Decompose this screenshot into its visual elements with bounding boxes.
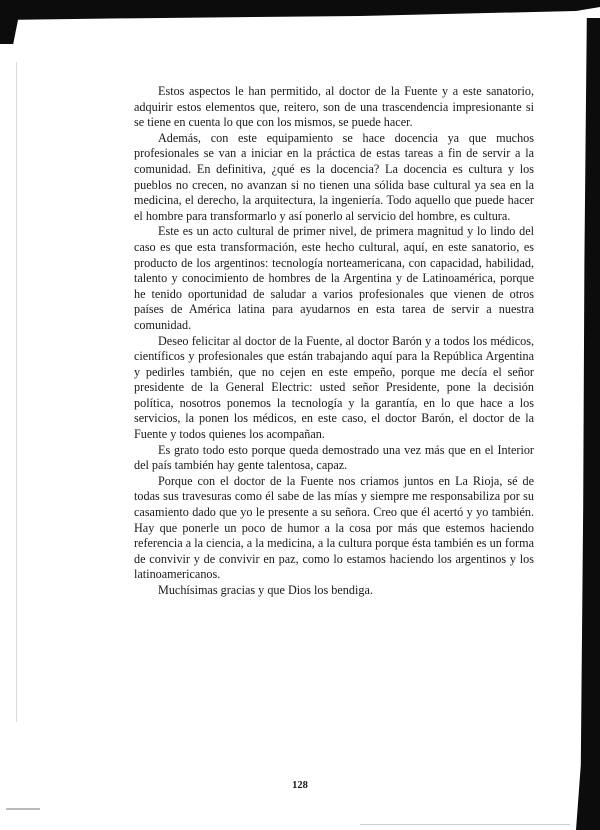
paragraph: Estos aspectos le han permitido, al doctor de la Fuente y a este sanatorio, adquirir estos elementos que, reitero, son de una trascendencia impresionante si se tiene en cuenta lo que con los mismos, se puede hacer. bbox=[134, 84, 534, 130]
scan-edge-bottom bbox=[360, 824, 570, 825]
paragraph: Porque con el doctor de la Fuente nos criamos juntos en La Rioja, sé de todas sus travesuras como él sabe de las mías y siempre me responsabiliza por su casamiento dado que yo le presente a su señora. Creo que él acertó y yo también. Hay que ponerle un poco de humor a la cosa por más que estemos haciendo referencia a la ciencia, a la medicina, a la cultura porque ésta también es un forma de convivir y de convivir en paz, como lo estamos haciendo los argentinos y los latinoamericanos. bbox=[134, 473, 534, 582]
paragraph: Muchísimas gracias y que Dios los bendiga. bbox=[158, 583, 373, 597]
scan-edge-corner bbox=[0, 0, 22, 44]
scan-smudge bbox=[6, 808, 40, 810]
paragraph: Deseo felicitar al doctor de la Fuente, al doctor Barón y a todos los médicos, científicos y profesionales que están trabajando aquí para la República Argentina y pedirles también, que no cejen en este empeño, porque me decía el señor presidente de la General Electric: usted señor Presidente, pone la decisión política, nosotros ponemos la tecnología y la garantía, en lo que hace a los servicios, la ponen los médicos, en este caso, el doctor Barón, el doctor de la Fuente y todos quienes los acompañan. bbox=[134, 333, 534, 442]
paragraph: Además, con este equipamiento se hace docencia ya que muchos profesionales se van a iniciar en la práctica de estas tareas a fin de servir a la comunidad. En definitiva, ¿qué es la docencia? La docencia es cultura y los pueblos no crecen, no avanzan si no tienen una sólida base cultural ya sea en la medicina, el derecho, la arquitectura, la ingeniería. Todo aquello que puede hacer el hombre para transformarlo y así ponerlo al servicio del hombre, es cultura. bbox=[134, 130, 534, 223]
scan-edge-left-mark bbox=[16, 62, 17, 722]
paragraph: Es grato todo esto porque queda demostrado una vez más que en el Interior del país también hay gente talentosa, capaz. bbox=[134, 442, 534, 473]
scan-edge-right bbox=[576, 18, 600, 830]
page-number: 128 bbox=[292, 780, 308, 791]
scan-edge-top bbox=[0, 0, 600, 20]
body-text bbox=[134, 84, 534, 599]
paragraph: Este es un acto cultural de primer nivel, de primera magnitud y lo lindo del caso es que esta transformación, este hecho cultural, aquí, en este sanatorio, es producto de los argentinos: tecnología norteamericana, con capacidad, habilidad, talento y conocimiento de hombres de la Argentina y de Latinoamérica, porque he tenido oportunidad de saludar a varios profesionales que vienen de otros países de América latina para ayudarnos en esta tarea de servir a nuestra comunidad. bbox=[134, 224, 534, 332]
